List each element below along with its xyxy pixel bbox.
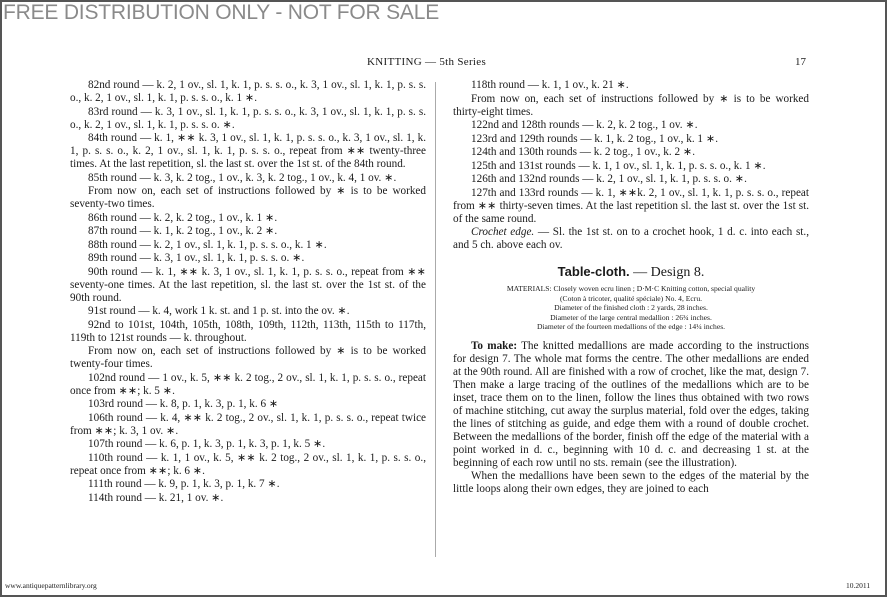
instruction-paragraph: 118th round — k. 1, 1 ov., k. 21 ∗. <box>471 79 629 91</box>
column-divider <box>435 82 436 557</box>
materials-line: (Coton à tricoter, qualité spéciale) No. 4, Ecru. <box>559 293 703 303</box>
instruction-paragraph: 90th round — k. 1, ∗∗ k. 3, 1 ov., sl. 1, k. 1, p. s. s. o., repeat from ∗∗ seventy-one times. At the last repetition, sl. the last st. over the 1st st. of the 90th round. <box>70 265 426 304</box>
final-paragraph: When the medallions have been sewn to the edges of the material by the little loops along their own edges, they are joined to each <box>453 470 809 495</box>
right-column <box>453 79 809 497</box>
instruction-paragraph: From now on, each set of instructions followed by ∗ is to be worked twenty-four times. <box>70 345 426 370</box>
footer-date: 10.2011 <box>846 581 871 590</box>
to-make-label: To make: <box>471 339 518 352</box>
instruction-paragraph: 83rd round — k. 3, 1 ov., sl. 1, k. 1, p. s. s. o., k. 3, 1 ov., sl. 1, k. 1, p. s. s. o., k. 2, 1 ov., sl. 1, k. 1, p. s. s. o. ∗. <box>70 105 426 131</box>
instruction-paragraph: 92nd to 101st, 104th, 105th, 108th, 109th, 112th, 113th, 115th to 117th, 119th to 121st rounds — k. throughout. <box>70 318 426 344</box>
instruction-paragraph: 125th and 131st rounds — k. 1, 1 ov., sl. 1, k. 1, p. s. s. o., k. 1 ∗. <box>471 159 766 172</box>
instruction-paragraph: 106th round — k. 4, ∗∗ k. 2 tog., 2 ov., sl. 1, k. 1, p. s. s. o., repeat twice from ∗∗; k. 3, 1 ov. ∗. <box>70 411 426 437</box>
instruction-paragraph: 110th round — k. 1, 1 ov., k. 5, ∗∗ k. 2 tog., 2 ov., sl. 1, k. 1, p. s. s. o., repeat once from ∗∗; k. 6 ∗. <box>70 451 426 477</box>
instruction-paragraph: 127th and 133rd rounds — k. 1, ∗∗k. 2, 1 ov., sl. 1, k. 1, p. s. s. o., repeat from ∗∗ thirty-seven times. At the last repetition sl. the last st. over the 1st st. of the same round. <box>453 186 809 225</box>
to-make-text: The knitted medallions are made according to the instructions for design 7. The whole mat forms the centre. The other medallions are ended at the 90th round. All are finished with a row of crochet, like the mat, design 7. Then make a large tracing of the outlines of the medallions which are to be inset, trace them on to the linen, follow the lines thus obtained with two rows of machine stitching, cut away the surplus material, fold over the edges, taking the lines of stitching as guide, and edge them with a round of double crochet. Between the medallions of the border, finish off the edge of the material with a point worked in d. c., beginning with 10 d. c. and decreasing 1 st. at the beginning of each row until no sts. remain (see the illustration). <box>453 339 809 469</box>
instruction-paragraph: 86th round — k. 2, k. 2 tog., 1 ov., k. 1 ∗. <box>88 211 278 224</box>
instruction-paragraph: 102nd round — 1 ov., k. 5, ∗∗ k. 2 tog., 2 ov., sl. 1, k. 1, p. s. s. o., repeat once from ∗∗; k. 5 ∗. <box>70 371 426 397</box>
instruction-paragraph: 82nd round — k. 2, 1 ov., sl. 1, k. 1, p. s. s. o., k. 3, 1 ov., sl. 1, k. 1, p. s. s. o., k. 2, 1 ov., sl. 1, k. 1, p. s. s. o., k. 1 ∗. <box>70 79 426 104</box>
page-number: 17 <box>795 56 806 68</box>
instruction-paragraph: 84th round — k. 1, ∗∗ k. 3, 1 ov., sl. 1, k. 1, p. s. s. o., k. 3, 1 ov., sl. 1, k. 1, p. s. s. o., k. 2, 1 ov., sl. 1, k. 1, p. s. s. o., repeat from ∗∗ twenty-three times. At the last repetition, sl. the last st. over the 1st st. of the 84th round. <box>70 132 426 170</box>
instruction-paragraph: 122nd and 128th rounds — k. 2, k. 2 tog., 1 ov. ∗. <box>471 119 698 131</box>
materials-line: Diameter of the finished cloth : 2 yards, 28 inches. <box>554 303 708 312</box>
instruction-paragraph: From now on, each set of instructions followed by ∗ is to be worked seventy-two times. <box>70 185 426 210</box>
instruction-paragraph: 111th round — k. 9, p. 1, k. 3, p. 1, k. 7 ∗. <box>88 478 280 490</box>
instruction-paragraph: 87th round — k. 1, k. 2 tog., 1 ov., k. 2 ∗. <box>88 225 278 237</box>
section-title-bold: Table-cloth. <box>557 264 630 279</box>
left-column <box>70 79 426 505</box>
instruction-paragraph: 123rd and 129th rounds — k. 1, k. 2 tog., 1 ov., k. 1 ∗. <box>471 132 718 145</box>
instruction-paragraph: 107th round — k. 6, p. 1, k. 3, p. 1, k. 3, p. 1, k. 5 ∗. <box>88 438 326 450</box>
materials-line: Diameter of the large central medallion : 26¾ inches. <box>550 312 712 322</box>
instruction-paragraph: 126th and 132nd rounds — k. 2, 1 ov., sl. 1, k. 1, p. s. s. o. ∗. <box>471 173 747 185</box>
footer-url: www.antiquepatternlibrary.org <box>5 581 97 590</box>
instruction-paragraph: 89th round — k. 3, 1 ov., sl. 1, k. 1, p. s. s. o. ∗. <box>88 252 305 264</box>
crochet-edge-text: — Sl. the 1st st. on to a crochet hook, 1 d. c. into each st., and 5 ch. above each ov. <box>453 226 809 251</box>
section-title-rest: — Design 8. <box>629 265 705 280</box>
watermark: FREE DISTRIBUTION ONLY - NOT FOR SALE <box>3 1 439 24</box>
to-make-paragraph <box>453 340 809 470</box>
materials-line: MATERIALS: Closely woven ecru linen ; D·M·C Knitting cotton, special quality <box>506 284 756 293</box>
instruction-paragraph: From now on, each set of instructions followed by ∗ is to be worked thirty-eight times. <box>453 92 809 118</box>
instruction-paragraph: 124th and 130th rounds — k. 2 tog., 1 ov., k. 2 ∗. <box>471 146 696 158</box>
instruction-paragraph: 88th round — k. 2, 1 ov., sl. 1, k. 1, p. s. s. o., k. 1 ∗. <box>88 238 327 251</box>
instruction-paragraph: 91st round — k. 4, work 1 k. st. and 1 p. st. into the ov. ∗. <box>88 305 350 317</box>
instruction-paragraph: 85th round — k. 3, k. 2 tog., 1 ov., k. 3, k. 2 tog., 1 ov., k. 4, 1 ov. ∗. <box>88 171 397 184</box>
crochet-edge-label: Crochet edge. <box>471 226 535 238</box>
materials-block <box>453 284 809 332</box>
crochet-edge-paragraph <box>453 226 809 252</box>
instruction-paragraph: 103rd round — k. 8, p. 1, k. 3, p. 1, k. 6 ∗ <box>88 398 279 410</box>
instruction-paragraph: 114th round — k. 21, 1 ov. ∗. <box>88 491 224 504</box>
section-heading <box>453 263 809 281</box>
running-title: KNITTING — 5th Series <box>367 56 487 68</box>
materials-line: Diameter of the fourteen medallions of the edge : 14¼ inches. <box>536 322 726 331</box>
